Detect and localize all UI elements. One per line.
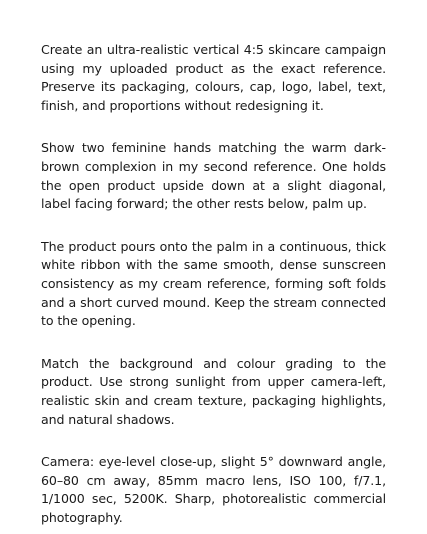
paragraph-product-reference: Create an ultra-realistic vertical 4:5 skincare campaign using my uploaded product as the exact reference. Preserve its packaging, colours, cap, logo, label, text, finish, and proportions without redesigning it.	[41, 42, 386, 113]
paragraph-camera-settings: Camera: eye-level close-up, slight 5° downward angle, 60–80 cm away, 85mm macro lens, ISO 100, f/7.1, 1/1000 sec, 5200K. Sharp, photorealistic commercial photography.	[41, 454, 386, 525]
paragraph-cream-pour: The product pours onto the palm in a continuous, thick white ribbon with the same smooth, dense sunscreen consistency as my cream reference, forming soft folds and a short curved mound. Keep the stream connected to the opening.	[41, 238, 386, 329]
paragraph-hands: Show two feminine hands matching the warm dark-brown complexion in my second reference. One holds the open product upside down at a slight diagonal, label facing forward; the other rests below, palm up.	[41, 140, 386, 212]
paragraph-lighting: Match the background and colour grading to the product. Use strong sunlight from upper camera-left, realistic skin and cream texture, packaging highlights, and natural shadows.	[41, 355, 386, 427]
